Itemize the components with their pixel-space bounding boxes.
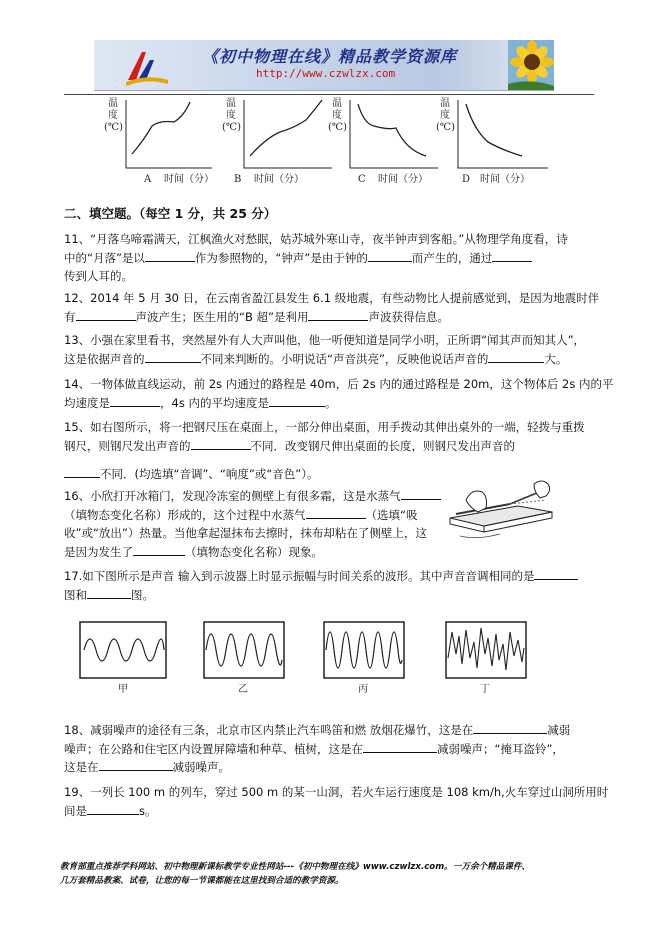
graph-b-xlabel: 时间（分）: [254, 174, 304, 185]
q11-blank-3[interactable]: [492, 249, 532, 262]
svg-text:度: 度: [440, 110, 450, 121]
footer-line-1: 教育部重点推荐学科网站、初中物理新课标教学专业性网站---《初中物理在线》www.czwlzx.com。一万余个精品课件、: [60, 862, 531, 872]
question-17: [64, 567, 594, 604]
q11-line-3: 传到人耳的。: [64, 269, 133, 283]
q17-blank-2[interactable]: [87, 586, 131, 599]
question-16: [64, 487, 444, 561]
svg-text:度: 度: [332, 110, 342, 121]
waveform-jia: [80, 622, 166, 695]
q17-line-1: 17.如下图所示是声音 输入到示波器上时显示振幅与时间关系的波形。其中声音音调相同的是: [64, 567, 594, 586]
waveform-yi: [204, 622, 284, 695]
q18-blank-1[interactable]: [473, 721, 547, 734]
graph-a-letter: A: [144, 174, 152, 185]
waveform-ding-label: 丁: [480, 684, 490, 695]
waveform-jia-label: 甲: [118, 684, 128, 695]
svg-text:(℃): (℃): [222, 122, 241, 133]
svg-text:度: 度: [226, 110, 236, 121]
section-title: 二、填空题。（每空 1 分，共 25 分）: [64, 206, 277, 221]
graph-c: [328, 97, 438, 185]
graph-c-xlabel: 时间（分）: [378, 174, 428, 185]
q12-blank-1[interactable]: [76, 308, 136, 321]
q12-line-2: 有 声波产生；医生用的“B 超”是利用 声波获得信息。: [64, 309, 449, 324]
q13-line-2: 这是依据声音的 不同来判断的。小明说话“声音洪亮”，反映他说话声音的 大。: [64, 351, 568, 366]
q16-line-3: 收”或“放出”）热量。当他拿起湿抹布去擦时，抹布却粘在了侧壁上，这: [64, 526, 427, 540]
q16-line-4: 是因为发生了 （填物态变化名称）现象。: [64, 544, 323, 559]
svg-text:温: 温: [332, 98, 342, 109]
q18-line-1: 18、减弱噪声的途径有三条，北京市区内禁止汽车鸣笛和燃 放烟花爆竹，这是在 减弱: [64, 723, 571, 737]
graph-d-xlabel: 时间（分）: [480, 174, 530, 185]
temperature-graphs: [100, 96, 560, 188]
question-12: [64, 289, 600, 326]
q12-blank-2[interactable]: [308, 308, 368, 321]
svg-text:(℃): (℃): [436, 122, 455, 133]
site-title: 《初中物理在线》精品教学资源库: [202, 47, 458, 66]
site-logo-icon: [124, 46, 170, 86]
svg-text:温: 温: [440, 98, 450, 109]
page-footer: [60, 860, 605, 888]
graph-d: [436, 97, 548, 185]
question-14: [64, 375, 614, 412]
svg-text:(℃): (℃): [104, 122, 123, 133]
q14-blank-1[interactable]: [110, 394, 160, 407]
footer-line-2: 几万套精品教案、试卷，让您的每一节课都能在这里找到合适的教学资源。: [60, 876, 344, 886]
q16-line-1: 16、小欣打开冰箱门，发现冷冻室的侧壁上有很多霜，这是水蒸气: [64, 487, 444, 506]
q14-line-1: 14、一物体做直线运动，前 2s 内通过的路程是 40m，后 2s 内的通过路程是 20m，这个物体后 2s 内的平: [64, 377, 614, 391]
waveform-bing: [324, 622, 404, 695]
waveform-yi-label: 乙: [238, 684, 248, 695]
q19-line-1: 19、一列长 100 m 的列车，穿过 500 m 的某一山洞，若火车运行速度是 108 km/h,火车穿过山洞所用时: [64, 785, 609, 799]
q13-line-1: 13、小强在家里看书，突然屋外有人大声叫他，他一听便知道是同学小明，正所谓“闻其声而知其人”，: [64, 333, 586, 347]
site-url[interactable]: http://www.czwlzx.com: [256, 67, 396, 80]
q15-line-2: 钢尺，则钢尺发出声音的 不同．改变钢尺伸出桌面的长度，则钢尺发出声音的: [64, 438, 515, 453]
q17-blank-1[interactable]: [534, 567, 578, 580]
q15-blank-1[interactable]: [191, 437, 251, 450]
q18-line-2: 噪声；在公路和住宅区内设置屏障墙和种草、植树，这是在 减弱噪声；“掩耳盗铃”，: [64, 741, 564, 756]
q11-blank-1[interactable]: [145, 249, 195, 262]
q17-line-2: 图和 图。: [64, 587, 154, 602]
q15-line-3: 不同．(均选填“音调”、“响度”或“音色”）。: [64, 465, 594, 484]
q18-blank-3[interactable]: [99, 758, 173, 771]
graph-b: [222, 97, 332, 185]
graph-a-ylabel: 温: [108, 98, 118, 109]
q11-blank-2[interactable]: [368, 249, 412, 262]
header-rule: [64, 94, 594, 95]
question-15: [64, 418, 594, 484]
question-18: [64, 721, 594, 777]
question-11: [64, 230, 594, 286]
oscilloscope-waveforms: [78, 614, 558, 696]
graph-b-letter: B: [234, 174, 242, 185]
q14-line-2: 均速度是 ，4s 内的平均速度是 。: [64, 395, 337, 410]
q16-blank-1[interactable]: [401, 487, 441, 500]
steel-ruler-illustration: [448, 478, 556, 548]
question-13: [64, 331, 594, 368]
q16-blank-3[interactable]: [133, 543, 185, 556]
q19-line-2: 间是 s。: [64, 803, 157, 818]
q15-blank-2[interactable]: [64, 465, 100, 478]
q12-line-1: 12、2014 年 5 月 30 日，在云南省盈江县发生 6.1 级地震，有些动物比人提前感觉到，是因为地震时伴: [64, 291, 600, 305]
question-19: [64, 783, 609, 820]
q13-blank-1[interactable]: [145, 350, 201, 363]
graph-a: [104, 97, 214, 185]
q13-blank-2[interactable]: [488, 350, 544, 363]
q16-blank-2[interactable]: [306, 506, 366, 519]
svg-text:度: 度: [108, 110, 118, 121]
svg-text:温: 温: [226, 98, 236, 109]
graph-c-letter: C: [358, 174, 366, 185]
q18-blank-2[interactable]: [363, 740, 437, 753]
svg-text:(℃): (℃): [328, 122, 347, 133]
graph-d-letter: D: [462, 174, 471, 185]
waveform-ding: [446, 622, 526, 695]
sunflower-icon: [508, 40, 554, 90]
q18-line-3: 这是在 减弱噪声。: [64, 760, 230, 774]
q15-line-1: 15、如右图所示，将一把钢尺压在桌面上，一部分伸出桌面，用手拨动其伸出桌外的一端，轻拨与重拨: [64, 420, 585, 434]
waveform-bing-label: 丙: [358, 684, 368, 695]
q14-blank-2[interactable]: [269, 394, 325, 407]
q11-line-2: 中的“月落”是以 作为参照物的，“钟声”是由于钟的 而产生的，通过: [64, 249, 594, 268]
header-banner: [94, 40, 554, 91]
q19-blank-1[interactable]: [87, 802, 139, 815]
q11-line-1: 11、“月落乌啼霜满天，江枫渔火对愁眠，姑苏城外寒山寺，夜半钟声到客船。”从物理学角度看，诗: [64, 232, 568, 246]
graph-a-xlabel: 时间（分）: [164, 174, 214, 185]
q16-line-2: （填物态变化名称）形成的，这个过程中水蒸气 （选填“吸: [64, 507, 418, 522]
